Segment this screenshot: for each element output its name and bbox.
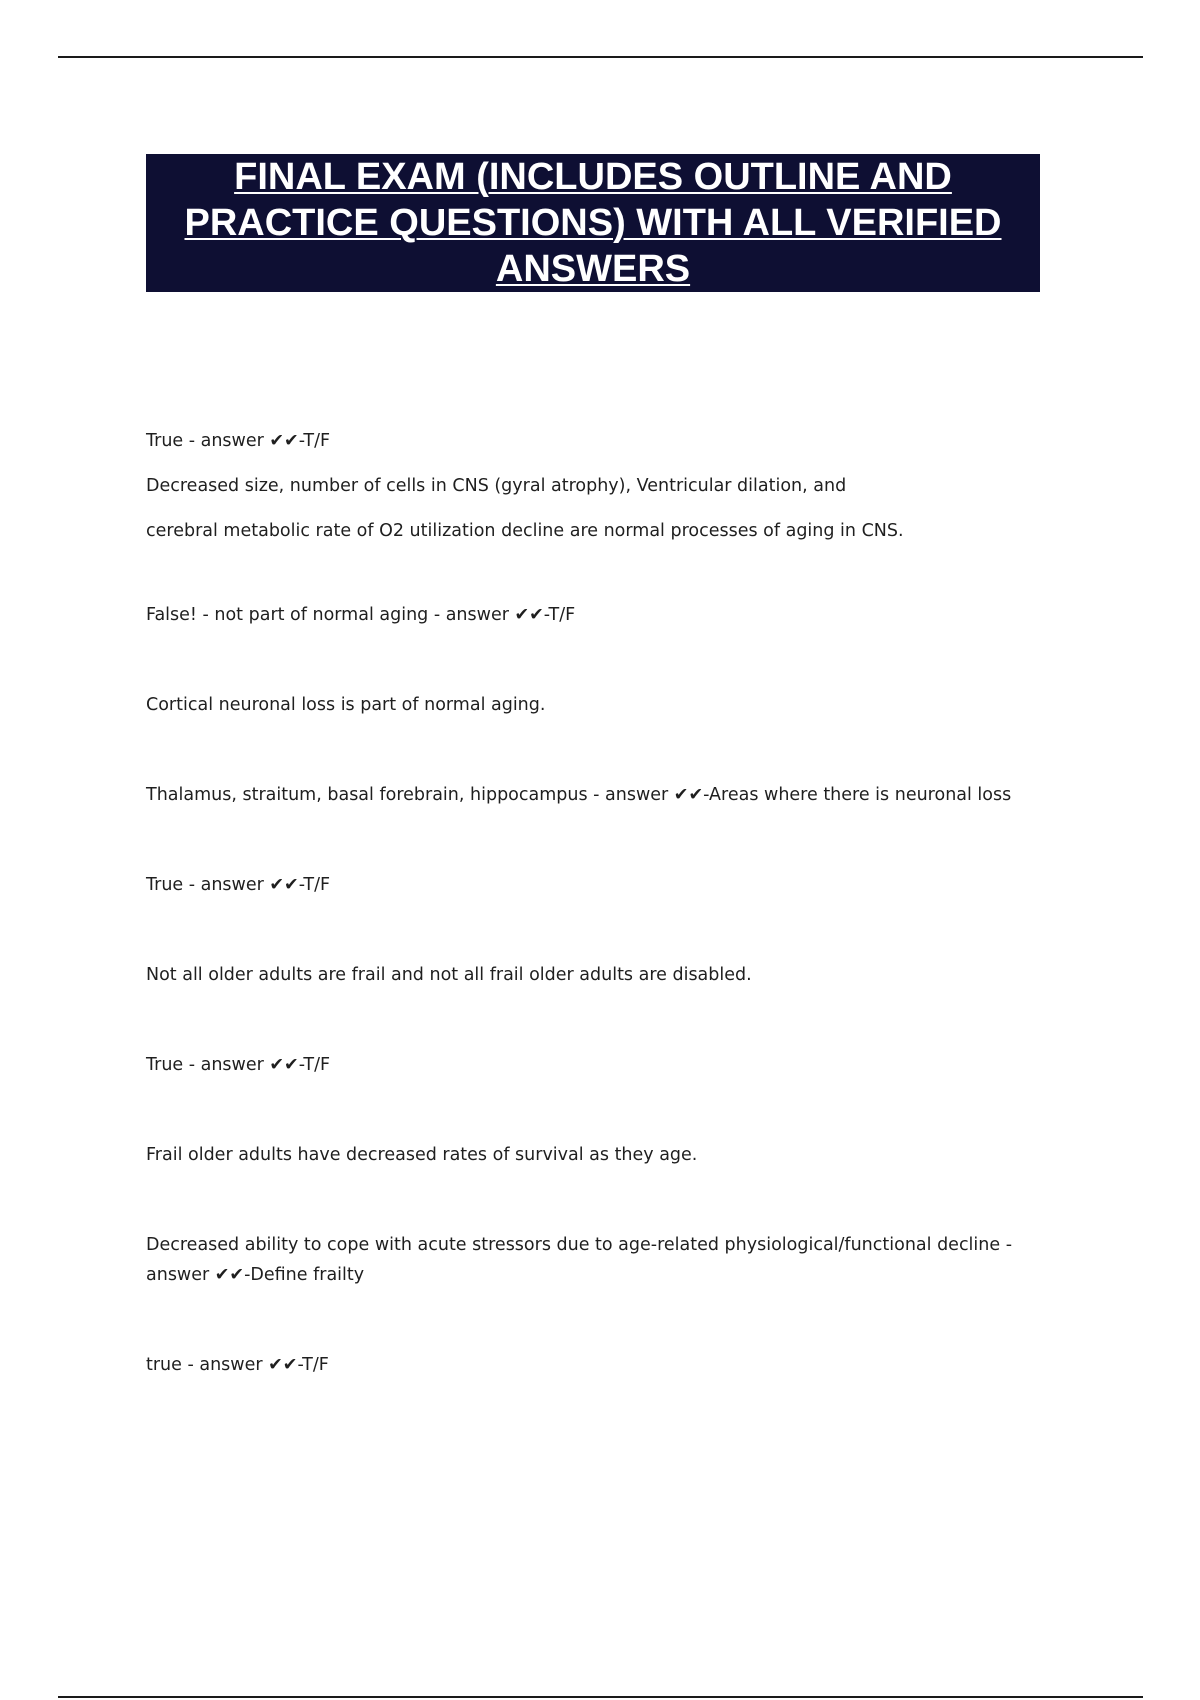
document-title: FINAL EXAM (INCLUDES OUTLINE AND PRACTICE QUESTIONS) WITH ALL VERIFIED ANSWERS [184, 156, 1002, 290]
question-line: Decreased size, number of cells in CNS (gyral atrophy), Ventricular dilation, and [146, 476, 847, 496]
question-line: Cortical neuronal loss is part of normal aging. [146, 695, 546, 715]
title-banner [146, 154, 1040, 292]
answer-line: true - answer ✔✔-T/F [146, 1355, 329, 1375]
question-line: Not all older adults are frail and not all frail older adults are disabled. [146, 965, 752, 985]
answer-line: True - answer ✔✔-T/F [146, 1055, 331, 1075]
answer-line: False! - not part of normal aging - answer ✔✔-T/F [146, 605, 576, 625]
question-line: cerebral metabolic rate of O2 utilization decline are normal processes of aging in CNS. [146, 521, 904, 541]
answer-line: Thalamus, straitum, basal forebrain, hippocampus - answer ✔✔-Areas where there is neuronal loss [146, 785, 1012, 805]
footer-rule [58, 1696, 1143, 1698]
header-rule [58, 56, 1143, 58]
answer-line: True - answer ✔✔-T/F [146, 431, 331, 451]
answer-line: True - answer ✔✔-T/F [146, 875, 331, 895]
document-body [146, 426, 1046, 1380]
answer-line: Decreased ability to cope with acute stressors due to age-related physiological/functional decline - answer ✔✔-Define frailty [146, 1235, 1013, 1285]
question-line: Frail older adults have decreased rates of survival as they age. [146, 1145, 698, 1165]
